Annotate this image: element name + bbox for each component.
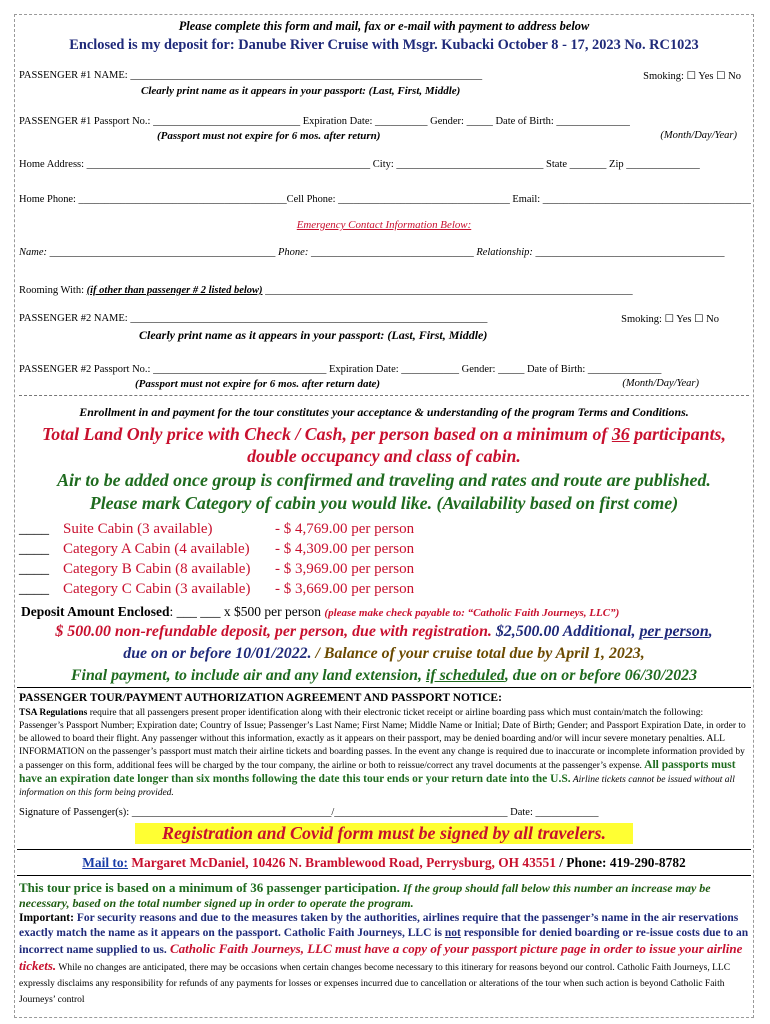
rooming-note: (if other than passenger # 2 listed below)	[86, 285, 263, 296]
cabin-option-category-b[interactable]: ____ Category B Cabin (8 available) - $ 3,969.00 per person	[19, 561, 415, 577]
final-payment-line: Final payment, to include air and any land extension, if scheduled, due on or before 06/30/2023	[70, 667, 698, 684]
air-line: Air to be added once group is confirmed and traveling and rates and route are published.	[57, 470, 711, 490]
payable-note: (please make check payable to: “Catholic Faith Journeys, LLC”)	[324, 607, 620, 619]
home-address-field[interactable]: Home Address: ______________________________________________________ City: ____________________________ State _______ Zip ______________	[19, 159, 700, 170]
emergency-contact-fields[interactable]: Name: ___________________________________________ Phone: _______________________________ Relationship: ____________________________________	[19, 247, 725, 258]
passenger2-name-note: Clearly print name as it appears in your passport: (Last, First, Middle)	[139, 328, 488, 342]
cabin-option-suite[interactable]: ____ Suite Cabin (3 available) - $ 4,769.00 per person	[19, 521, 415, 537]
important-notice: Important: For security reasons and due to the measures taken by the authorities, airlines require that the passenger’s name in the air reservations exactly match the name as it appears on the passport. Catholic Faith Journeys, LLC is not responsible for denied boarding or re-issue costs due to an incorrect name supplied to us. Catholic Faith Journeys, LLC must have a copy of your passport picture page in order to issue your airline tickets. While no changes are anticipated, there may be occasions when certain changes become necessary to this itinerary for reasons beyond our control. Catholic Faith Journeys, LLC expressly disclaims any responsibility for refunds of any payments for losses or expenses incurred due to cancellation or alterations of the tour when such action is beyond Catholic Faith Journeys’ control	[19, 912, 749, 1005]
cabin-options	[19, 519, 414, 599]
agreement-title: PASSENGER TOUR/PAYMENT AUTHORIZATION AGREEMENT AND PASSPORT NOTICE:	[19, 692, 502, 704]
cabin-instructions: Please mark Category of cabin you would like. (Availability based on first come)	[89, 493, 679, 513]
total-price-line-2: double occupancy and class of cabin.	[247, 446, 521, 466]
tsa-paragraph: TSA Regulations require that all passengers present proper identification along with their electronic ticket receipt or airline boarding pass which must contain/match the following: Passenger’s Passport Number; Expiration date; Country of Issue; Passenger’s Last Name; First Name; Middle Name or Initial; Date of Birth; Gender; and Passport Expiration Date, in order to be allowed to board their flight. Any passenger without this information, exactly as it appears on their passport, may be denied boarding and/or will incur severe monetary penalties. ALL INFORMATION on the passenger’s passport must match their airline tickets and boarding passes. In the event any change is required due to inaccurate or incomplete information provided by a passenger on this form, additional fees will be charged by the tour company, the airline or both to reissue/correct any travel documents at the passenger’s expense. All passports must have an expiration date longer than six months following the date this tour ends or your return date into the U.S. Airline tickets cannot be issued without all information on this form being provided.	[19, 708, 746, 798]
registration-banner: Registration and Covid form must be signed by all travelers.	[135, 823, 633, 844]
passenger2-smoking-checkboxes[interactable]: Smoking: ☐ Yes ☐ No	[621, 314, 719, 325]
deposit-amount-field[interactable]: Deposit Amount Enclosed: ___ ___ x $500 per person (please make check payable to: “Catholic Faith Journeys, LLC”)	[21, 604, 620, 619]
enrollment-statement: Enrollment in and payment for the tour constitutes your acceptance & understanding of the program Terms and Conditions.	[79, 405, 689, 419]
passenger1-name-note: Clearly print name as it appears in your passport: (Last, First, Middle)	[141, 85, 461, 97]
minimum-participation-note: This tour price is based on a minimum of 36 passenger participation. If the group should fall below this number an increase may be necessary, based on the total number signed up in order to operate the program.	[19, 880, 711, 910]
form-instruction: Please complete this form and mail, fax or e-mail with payment to address below	[178, 19, 590, 33]
section-divider	[19, 395, 749, 396]
agreement-divider	[17, 687, 751, 688]
rooming-label: Rooming With:	[19, 285, 87, 296]
emergency-contact-title: Emergency Contact Information Below:	[296, 219, 472, 231]
cabin-option-category-c[interactable]: ____ Category C Cabin (3 available) - $ 3,669.00 per person	[19, 581, 415, 597]
passenger2-passport-fields[interactable]: PASSENGER #2 Passport No.: _________________________________ Expiration Date: ___________ Gender: _____ Date of Birth: ______________	[19, 364, 662, 375]
mail-phone: / Phone: 419-290-8782	[555, 855, 686, 870]
deposit-terms-line: $ 500.00 non-refundable deposit, per person, due with registration. $2,500.00 Additional, per person,	[55, 623, 713, 640]
passenger1-passport-note: (Passport must not expire for 6 mos. after return)	[157, 130, 381, 142]
total-price-line: Total Land Only price with Check / Cash, per person based on a minimum of 36 participants,	[42, 424, 726, 444]
rooming-blank[interactable]: ______________________________________________________________________	[262, 285, 633, 296]
rooming-with-field[interactable]	[19, 285, 633, 296]
passenger2-passport-note: (Passport must not expire for 6 mos. after return date)	[135, 378, 381, 390]
passenger1-smoking-checkboxes[interactable]: Smoking: ☐ Yes ☐ No	[643, 71, 741, 82]
mail-address: Margaret McDaniel, 10426 N. Bramblewood Road, Perrysburg, OH 43551	[128, 855, 556, 870]
passenger1-dob-note: (Month/Day/Year)	[660, 130, 737, 141]
mail-to-label: Mail to:	[82, 855, 129, 870]
signature-field[interactable]: Signature of Passenger(s): ______________________________________/_________________________________ Date: ____________	[19, 807, 599, 818]
passenger2-dob-note: (Month/Day/Year)	[622, 378, 699, 389]
phone-email-fields[interactable]: Home Phone: ________________________________________Cell Phone: _________________________________ Email: ________________________________________	[19, 194, 751, 205]
passenger1-name-field[interactable]: PASSENGER #1 NAME: ___________________________________________________________________	[19, 70, 483, 81]
mail-to-line	[18, 855, 750, 871]
cabin-option-category-a[interactable]: ____ Category A Cabin (4 available) - $ 4,309.00 per person	[19, 541, 415, 557]
passenger1-passport-fields[interactable]: PASSENGER #1 Passport No.: ____________________________ Expiration Date: __________ Gender: _____ Date of Birth: ______________	[19, 116, 630, 127]
mail-divider	[17, 849, 751, 850]
footer-divider	[17, 875, 751, 876]
deposit-form-page	[14, 14, 754, 1018]
minimum-participants: 36	[611, 424, 630, 444]
passenger2-name-field[interactable]: PASSENGER #2 NAME: ____________________________________________________________________	[19, 313, 488, 324]
form-title: Enclosed is my deposit for: Danube River Cruise with Msgr. Kubacki October 8 - 17, 2023 No. RC1023	[69, 37, 699, 53]
deposit-due-line: due on or before 10/01/2022. / Balance of your cruise total due by April 1, 2023,	[123, 645, 645, 662]
